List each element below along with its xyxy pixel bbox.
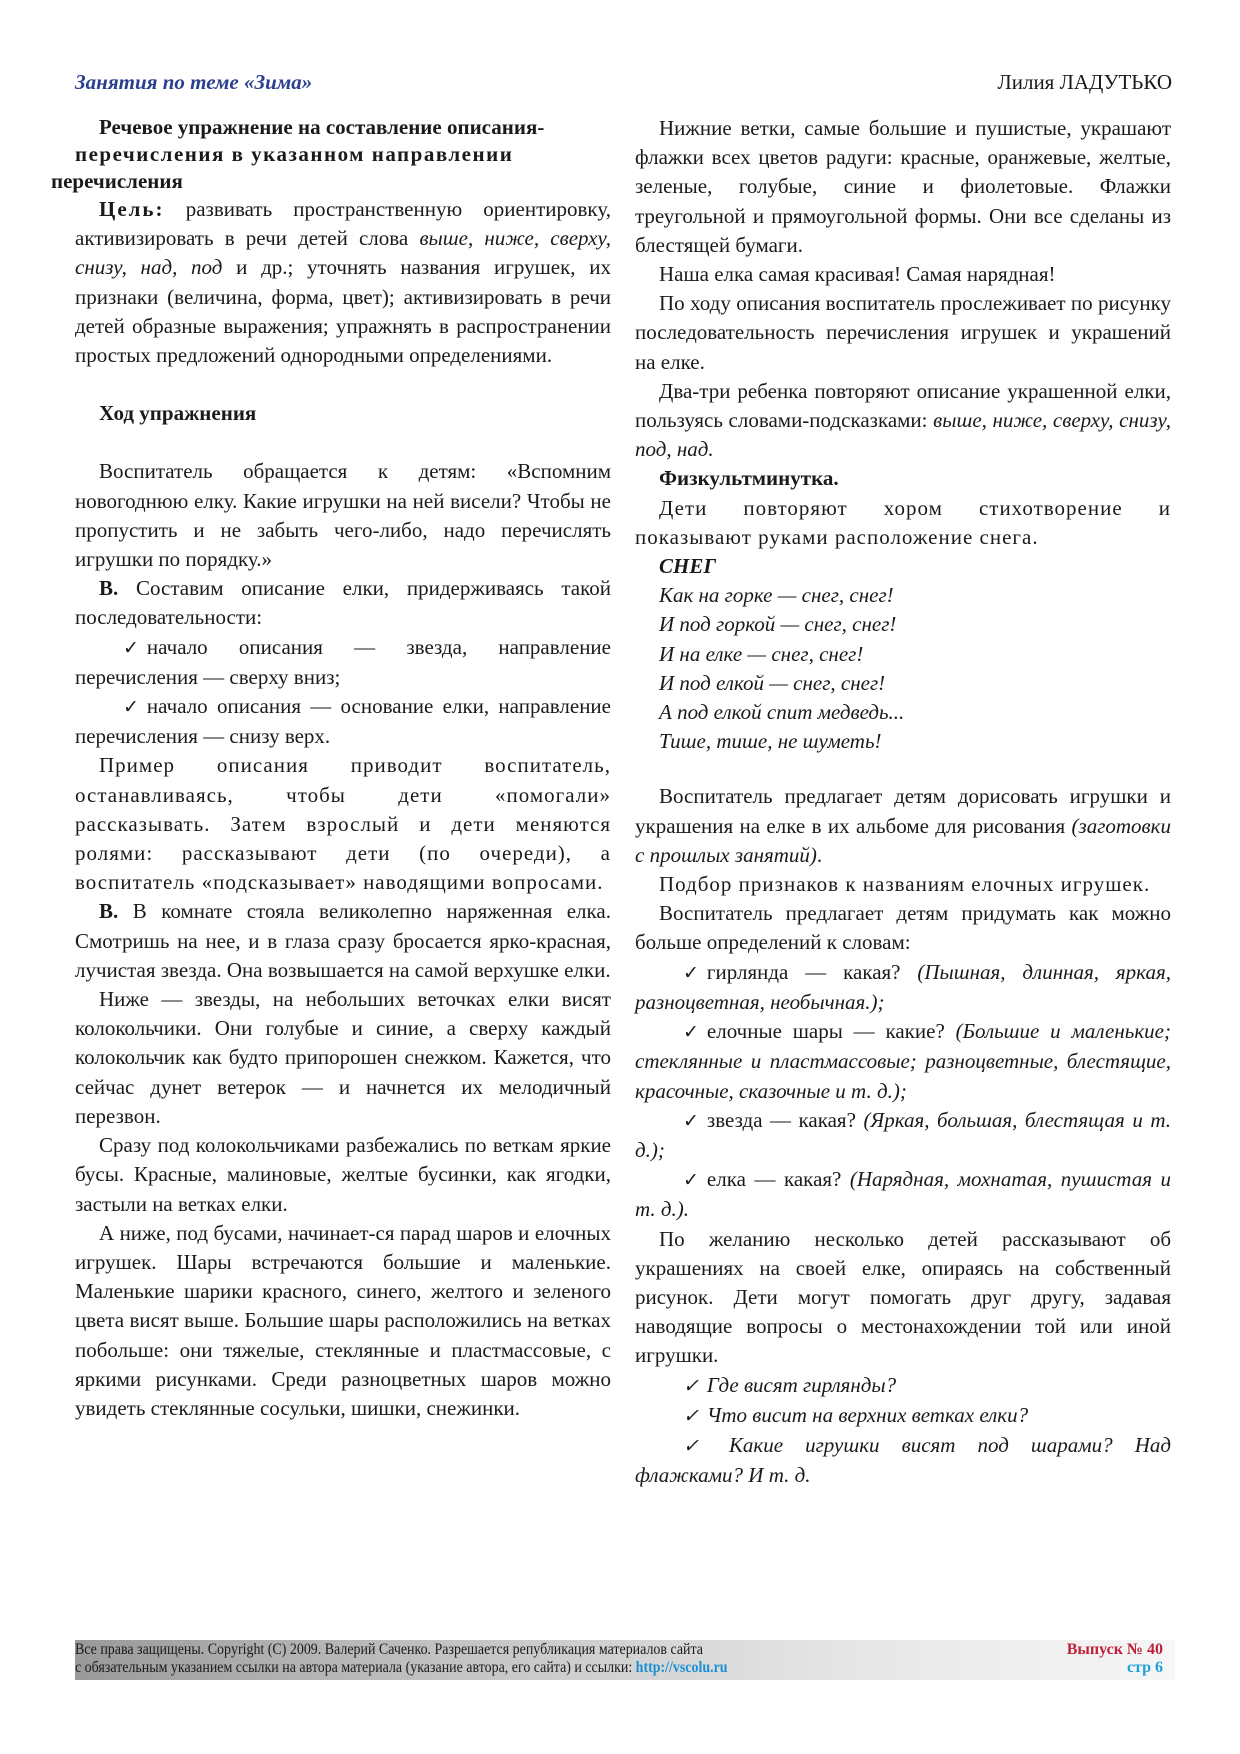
site-link[interactable]: http://vscolu.ru — [635, 1659, 728, 1676]
sequence-item: ✓ начало описания — звезда, направление перечисления — сверху вниз; — [75, 634, 611, 689]
poem-title: СНЕГ — [659, 554, 717, 579]
v2-label: В. — [99, 899, 119, 924]
check-icon: ✓ — [683, 962, 699, 984]
attribute-item: ✓ елочные шары — какие? (Большие и маленькие; стеклянные и пластмассовые; разноцветные, блестящие, красочные, сказочные и т. д.); — [635, 1019, 1171, 1103]
section-title: Занятия по теме «Зима» — [75, 70, 313, 94]
check-icon: ✓ — [683, 1405, 699, 1427]
check-icon: ✓ — [683, 1375, 699, 1397]
sequence-item: ✓ начало описания — основание елки, направление перечисления — снизу верх. — [75, 694, 611, 749]
example-paragraph: Пример описания приводит воспитатель, останавливаясь, чтобы дети «помогали» рассказывать. Затем взрослый и дети меняются ролями: рассказывают дети (по очереди), а воспитатель «подсказывает» наводящими вопросами. — [75, 753, 611, 895]
author-name: Лилия ЛАДУТЬКО — [997, 70, 1172, 94]
poem-line: Как на горке — снег, снег! — [659, 583, 894, 608]
repeat-paragraph: Два-три ребенка повторяют описание украшенной елки, пользуясь словами-подсказками: выше, ниже, сверху, снизу, под, над. — [635, 378, 1171, 462]
attribute-item: ✓ звезда — какая? (Яркая, большая, блестящая и т. д.); — [635, 1107, 1171, 1162]
check-icon: ✓ — [683, 1022, 699, 1044]
poem-line: И на елке — снег, снег! — [659, 641, 864, 666]
question-item: ✓ Какие игрушки висят под шарами? Над флажками? И т. д. — [635, 1432, 1171, 1488]
poem-line: А под елкой спит медведь... — [659, 700, 905, 725]
v1-paragraph: В. Составим описание елки, придерживаясь такой последовательности: — [75, 576, 611, 630]
fizminutka-heading: Физкультминутка. — [659, 466, 839, 491]
check-icon: ✓ — [683, 1170, 699, 1192]
issue-info — [1067, 1641, 1163, 1677]
issue-number: Выпуск № 40 — [1066, 1641, 1163, 1658]
v1-label: В. — [99, 576, 119, 601]
tracking-paragraph: По ходу описания воспитатель прослеживает по рисунку последовательность перечисления игрушек и украшений на елке. — [635, 291, 1171, 374]
bells-paragraph: Ниже — звезды, на небольших веточках елки висят колокольчики. Они голубые и синие, а сверху каждый колокольчик как будто припорошен снежком. Кажется, что сейчас дунет ветерок — и начнется их мелодичный перезвон. — [75, 987, 611, 1128]
page-footer — [75, 1640, 1175, 1680]
balls-paragraph: А ниже, под бусами, начинает-ся парад шаров и елочных игрушек. Шары встречаются большие и маленькие. Маленькие шарики красного, синего, желтого и зеленого цвета висят выше. Большие шары расположились на ветках побольше: они тяжелые, стеклянные и пластмассовые, с яркими рисунками. Среди разноцветных шаров можно увидеть стеклянные сосульки, шишки, снежинки. — [75, 1220, 611, 1420]
poem-line: И под горкой — снег, снег! — [659, 612, 897, 637]
goal-text-1: развивать пространственную ориентировку, активизировать в речи детей слова — [75, 197, 611, 251]
poem-line: И под елкой — снег, снег! — [659, 670, 886, 695]
copyright-notice — [75, 1641, 728, 1677]
check-icon: ✓ — [683, 1435, 699, 1457]
flags-paragraph: Нижние ветки, самые большие и пушистые, украшают флажки всех цветов радуги: красные, оранжевые, желтые, зеленые, голубые, синие и фиолетовые. Флажки треугольной и прямоугольной формы. Они все сделаны из блестящей бумаги. — [635, 116, 1171, 257]
exercise-title-line3: перечисления — [51, 169, 183, 193]
best-tree-paragraph: Наша елка самая красивая! Самая нарядная! — [659, 262, 1056, 287]
poem-line: Тише, тише, не шуметь! — [659, 729, 882, 754]
exercise-title-line2: перечисления в указанном направлении — [75, 142, 514, 166]
goal-label: Цель: — [99, 197, 165, 221]
copyright-line2: с обязательным указанием ссылки на автора материала (указание автора, его сайта) и ссылки: — [75, 1659, 636, 1676]
attribute-item: ✓ елка — какая? (Нарядная, мохнатая, пушистая и т. д.). — [635, 1167, 1171, 1222]
invent-paragraph: Воспитатель предлагает детям придумать как можно больше определений к словам: — [635, 901, 1171, 955]
question-item: ✓ Где висят гирлянды? — [635, 1371, 1171, 1401]
check-icon: ✓ — [123, 637, 139, 659]
check-icon: ✓ — [123, 697, 139, 719]
check-icon: ✓ — [683, 1110, 699, 1132]
v2-paragraph: В. В комнате стояла великолепно наряженная елка. Смотришь на нее, и в глаза сразу бросается ярко-красная, лучистая звезда. Она возвышается на самой верхушке елки. — [75, 899, 611, 982]
poem — [635, 552, 1171, 756]
wish-paragraph: По желанию несколько детей рассказывают об украшениях на своей елке, опираясь на собственный рисунок. Дети могут помогать друг другу, задавая наводящие вопросы о местонахождении той или иной игрушки. — [635, 1226, 1171, 1368]
goal-words: выше, ниже, сверху, снизу, над, под — [75, 226, 611, 280]
left-column — [51, 114, 611, 1423]
hint-words: выше, ниже, сверху, снизу, под, над. — [635, 408, 1171, 462]
right-column — [635, 114, 1171, 1490]
goal-paragraph — [75, 195, 611, 370]
attribute-item: ✓ гирлянда — какая? (Пышная, длинная, яркая, разноцветная, необычная.); — [635, 959, 1171, 1014]
chorus-paragraph: Дети повторяют хором стихотворение и показывают руками расположение снега. — [635, 495, 1171, 549]
copyright-line1: Все права защищены. Copyright (C) 2009. Валерий Саченко. Разрешается републикация материалов сайта — [75, 1641, 703, 1658]
progress-heading: Ход упражнения — [99, 401, 257, 426]
goal-text-2: и др.; уточнять названия игрушек, их признаки (величина, форма, цвет); активизировать в речи детей образные выражения; упражнять в распространении простых предложений однородными определениями. — [75, 255, 611, 368]
exercise-title-line1: Речевое упражнение на составление описания- — [99, 115, 545, 139]
intro-paragraph: Воспитатель обращается к детям: «Вспомним новогоднюю елку. Какие игрушки на ней висели? Чтобы не пропустить и не забыть чего-либо, надо перечислять игрушки по порядку.» — [75, 459, 611, 572]
question-item: ✓ Что висит на верхних ветках елки? — [635, 1401, 1171, 1431]
page-number: стр 6 — [1126, 1659, 1163, 1676]
exercise-title — [51, 114, 611, 195]
beads-paragraph: Сразу под колокольчиками разбежались по веткам яркие бусы. Красные, малиновые, желтые бусинки, как ягодки, застыли на ветках елки. — [75, 1133, 611, 1216]
drawing-paragraph: Воспитатель предлагает детям дорисовать игрушки и украшения на елке в их альбоме для рисования (заготовки с прошлых занятий). — [635, 784, 1171, 867]
selection-paragraph: Подбор признаков к названиям елочных игрушек. — [659, 872, 1151, 897]
